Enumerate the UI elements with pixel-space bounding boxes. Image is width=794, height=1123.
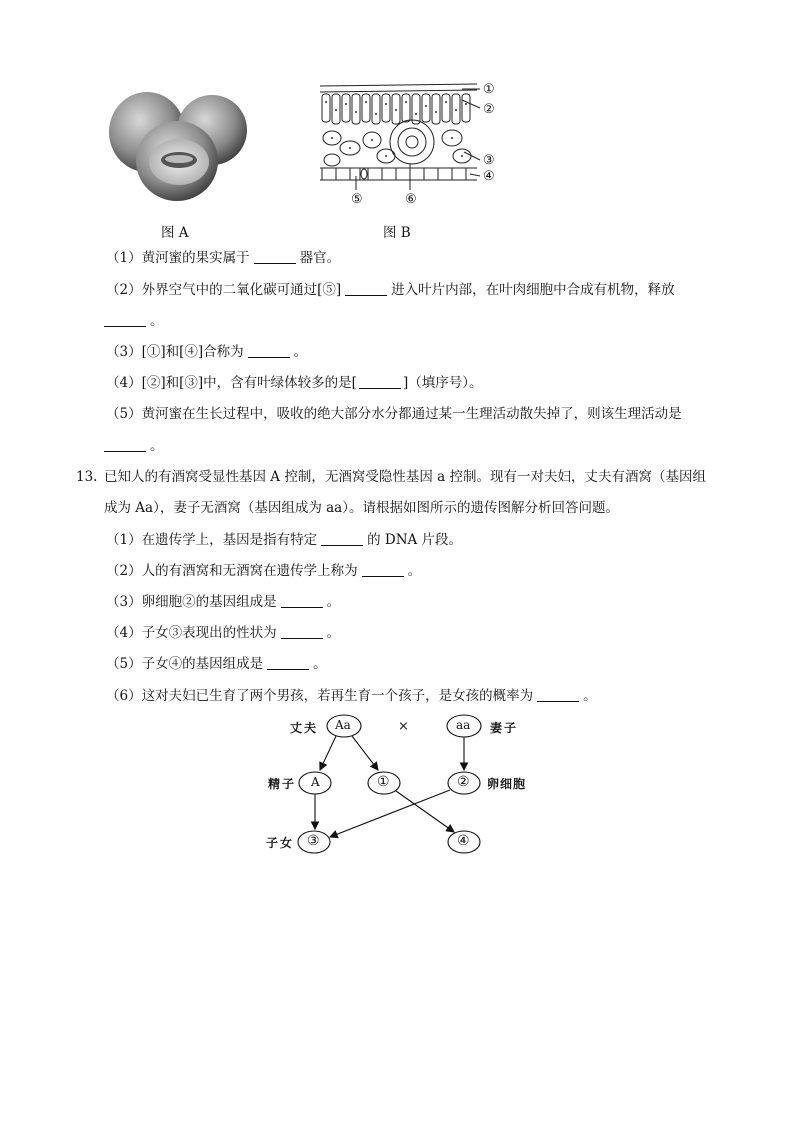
q12-item-5-cont-tail: 。 xyxy=(150,438,164,454)
q12-item-4 xyxy=(106,373,482,393)
q13-item-1 xyxy=(106,530,462,550)
fig-b-label-3: ③ xyxy=(483,153,495,168)
q13-item-6-text: （6）这对夫妇已生育了两个男孩，若再生育一个孩子，是女孩的概率为 xyxy=(106,688,534,704)
q12-item-3 xyxy=(106,342,307,362)
husband-genotype: Aa xyxy=(335,718,351,732)
child-3: ③ xyxy=(307,833,320,849)
answer-blank[interactable] xyxy=(281,593,323,608)
answer-blank[interactable] xyxy=(537,687,579,702)
q12-item-2-text: （2）外界空气中的二氧化碳可通过[⑤] xyxy=(106,282,342,298)
fig-b-label-6: ⑥ xyxy=(405,192,417,207)
wife-genotype: aa xyxy=(456,718,471,732)
fig-b-label-1: ① xyxy=(483,82,495,97)
figure-b-caption: 图 B xyxy=(383,225,411,241)
q13-item-6 xyxy=(106,686,597,706)
q12-item-4-text: （4）[②]和[③]中，含有叶绿体较多的是[ xyxy=(106,375,357,391)
q13-item-5-tail: 。 xyxy=(313,656,327,672)
q12-item-2-tail: 进入叶片内部，在叶肉细胞中合成有机物，释放 xyxy=(391,282,675,298)
q13-item-3-tail: 。 xyxy=(326,594,341,610)
q13-number: 13. xyxy=(76,469,98,485)
q12-item-1-text: （1）黄河蜜的果实属于 xyxy=(106,250,250,266)
q13-item-3 xyxy=(106,592,340,612)
answer-blank[interactable] xyxy=(248,343,290,358)
answer-blank[interactable] xyxy=(362,562,404,577)
answer-blank[interactable] xyxy=(267,655,309,670)
answer-blank[interactable] xyxy=(254,249,296,264)
cross-symbol: × xyxy=(398,719,409,734)
answer-blank[interactable] xyxy=(104,312,146,327)
q13-item-4-tail: 。 xyxy=(326,625,341,641)
q13-item-4 xyxy=(106,623,340,643)
q13-item-2-text: （2）人的有酒窝和无酒窝在遗传学上称为 xyxy=(106,563,358,579)
q13-item-1-text: （1）在遗传学上，基因是指有特定 xyxy=(106,532,318,548)
answer-blank[interactable] xyxy=(104,437,146,452)
q13-stem-line2: 成为 Aa），妻子无酒窝（基因组成为 aa）。请根据如图所示的遗传图解分析回答问题。 xyxy=(104,500,619,516)
q12-item-3-text: （3）[①]和[④]合称为 xyxy=(106,344,244,360)
egg-label: 卵细胞 xyxy=(487,777,527,791)
q13-item-3-text: （3）卵细胞②的基因组成是 xyxy=(106,594,277,610)
sperm-a: A xyxy=(311,775,320,789)
q13-item-6-tail: 。 xyxy=(583,688,597,704)
figure-a-melons xyxy=(105,88,250,208)
wife-label: 妻子 xyxy=(490,721,519,735)
child-4: ④ xyxy=(457,833,470,849)
q12-item-5 xyxy=(106,404,682,424)
fig-b-label-2: ② xyxy=(483,102,495,117)
q12-item-4-tail: ]（填序号）。 xyxy=(402,375,483,391)
q12-item-2-cont xyxy=(104,311,164,331)
figure-a-caption: 图 A xyxy=(161,225,189,241)
egg-2: ② xyxy=(457,774,470,790)
fig-b-label-5: ⑤ xyxy=(351,192,363,207)
q12-item-1 xyxy=(106,248,340,268)
q13-item-2-tail: 。 xyxy=(407,563,422,579)
q13-item-5-text: （5）子女④的基因组成是 xyxy=(106,656,264,672)
q13-item-2 xyxy=(106,561,421,581)
q13-item-4-text: （4）子女③表现出的性状为 xyxy=(106,625,277,641)
answer-blank[interactable] xyxy=(359,374,401,389)
fig-b-label-4: ④ xyxy=(483,169,495,184)
sperm-label: 精子 xyxy=(268,777,297,791)
q12-item-5-text: （5）黄河蜜在生长过程中，吸收的绝大部分水分都通过某一生理活动散失掉了，则该生理活动是 xyxy=(106,406,682,422)
q12-item-3-tail: 。 xyxy=(293,344,308,360)
q12-item-2-cont-tail: 。 xyxy=(150,313,164,329)
q12-item-2 xyxy=(106,280,675,300)
q12-item-5-cont xyxy=(104,436,164,456)
sperm-1: ① xyxy=(377,774,390,790)
answer-blank[interactable] xyxy=(345,281,387,296)
child-label: 子女 xyxy=(266,836,295,850)
q13-item-5 xyxy=(106,654,327,674)
husband-label: 丈夫 xyxy=(290,721,319,735)
answer-blank[interactable] xyxy=(281,624,323,639)
q13-item-1-tail: 的 DNA 片段。 xyxy=(367,532,463,548)
q13-stem-line1: 已知人的有酒窝受显性基因 A 控制，无酒窝受隐性基因 a 控制。现有一对夫妇，丈夫有酒窝（基因组 xyxy=(104,469,706,485)
answer-blank[interactable] xyxy=(321,531,363,546)
q12-item-1-tail: 器官。 xyxy=(299,250,341,266)
